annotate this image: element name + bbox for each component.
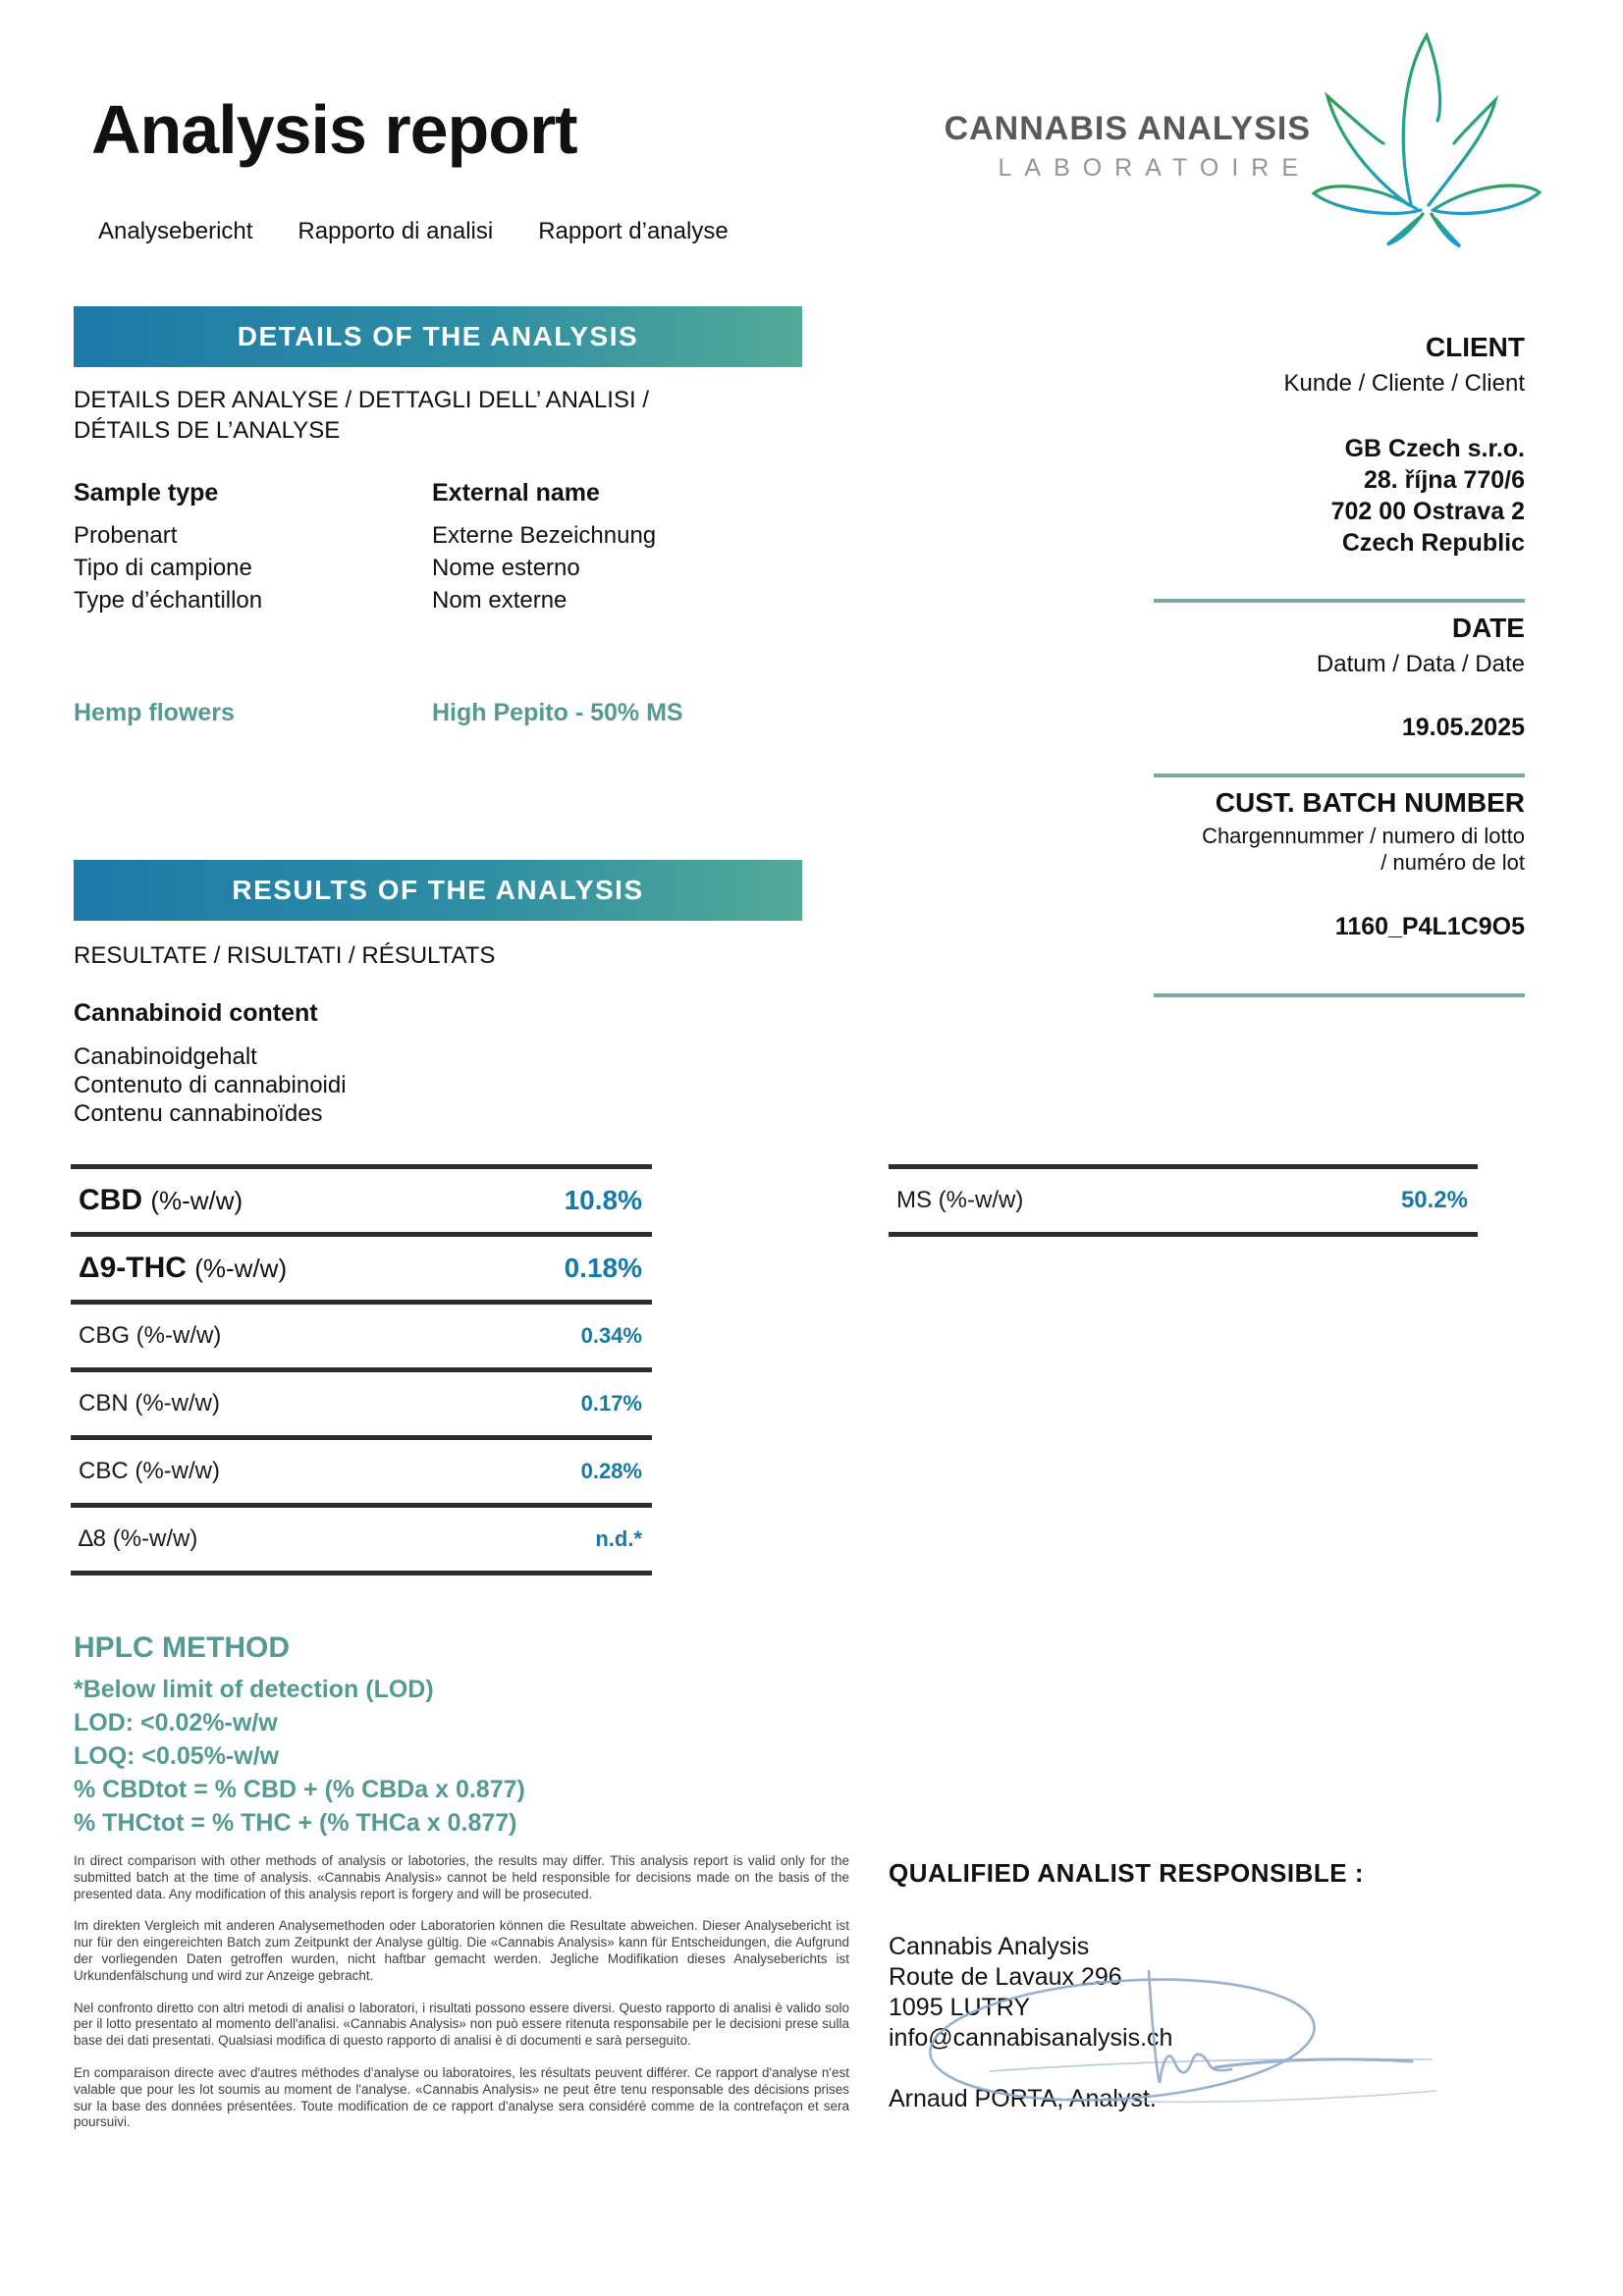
date-block — [1317, 613, 1525, 743]
row-label: CBG (%-w/w) — [79, 1322, 222, 1349]
client-block — [1284, 332, 1525, 559]
analyte-unit: (%-w/w) — [194, 1254, 288, 1283]
title-translations — [98, 218, 729, 245]
external-name-label: External name — [432, 479, 600, 507]
table-row-ms — [889, 1164, 1478, 1237]
lab-city: 1095 LUTRY — [889, 1994, 1031, 2021]
cannabinoid-translation-de: Canabinoidgehalt — [74, 1043, 257, 1070]
sample-type-translations — [74, 519, 427, 616]
row-value: 50.2% — [1400, 1187, 1468, 1213]
lab-name: Cannabis Analysis — [889, 1933, 1090, 1960]
method-line-thctot: % THCtot = % THC + (% THCa x 0.877) — [74, 1809, 517, 1837]
external-name-translation-it: Nome esterno — [432, 555, 580, 581]
sample-type-label: Sample type — [74, 479, 219, 507]
external-name-block — [432, 479, 825, 616]
title-translation-fr: Rapport d’analyse — [538, 218, 729, 244]
row-value: 0.34% — [580, 1323, 642, 1348]
method-line-cbdtot: % CBDtot = % CBD + (% CBDa x 0.877) — [74, 1776, 525, 1803]
details-translation-line1: DETAILS DER ANALYSE / DETTAGLI DELL’ ANALISI / — [74, 387, 649, 413]
analyte-name: Δ9-THC — [79, 1252, 187, 1284]
table-row-cbn — [71, 1367, 652, 1435]
table-row-cbg — [71, 1300, 652, 1367]
batch-heading-translations — [1202, 823, 1525, 876]
disclaimer-it: Nel confronto diretto con altri metodi di analisi o laboratori, i risultati possono essere diversi. Questo rapporto di analisi è valido solo per il lotto presentato al momento dell'analisi. «Cannabis Analysis» non può essere ritenuta responsabile per le decisioni prese sulla base dei dati presentati. Qualsiasi modifica di questo rapporto di analisi è di documenti e sarà perseguito. — [74, 2000, 849, 2049]
ms-results-table — [889, 1164, 1478, 1237]
method-line-lod-note: *Below limit of detection (LOD) — [74, 1676, 434, 1703]
table-row-d8 — [71, 1503, 652, 1575]
date-heading-translations: Datum / Data / Date — [1316, 651, 1525, 677]
row-label: ∆8 (%-w/w) — [79, 1525, 198, 1552]
method-line-lod: LOD: <0.02%-w/w — [74, 1709, 278, 1736]
divider-rule — [1154, 774, 1525, 777]
external-name-translation-de: Externe Bezeichnung — [432, 522, 657, 549]
details-translation-line2: DÉTAILS DE L’ANALYSE — [74, 417, 341, 444]
cannabinoid-content-heading: Cannabinoid content — [74, 999, 318, 1027]
batch-heading: CUST. BATCH NUMBER — [1215, 787, 1525, 818]
sample-type-value: Hemp flowers — [74, 699, 235, 726]
row-value: 10.8% — [564, 1185, 642, 1215]
cannabinoid-results-table — [71, 1164, 652, 1575]
row-label — [79, 1252, 287, 1285]
external-name-value: High Pepito - 50% MS — [432, 699, 683, 726]
analyst-signature-name: Arnaud PORTA, Analyst. — [889, 2085, 1157, 2112]
external-name-translations — [432, 519, 825, 616]
external-name-translation-fr: Nom externe — [432, 587, 568, 614]
row-label: MS (%-w/w) — [896, 1187, 1024, 1213]
row-label: CBN (%-w/w) — [79, 1390, 220, 1416]
date-heading: DATE — [1451, 613, 1525, 643]
title-translation-de: Analysebericht — [98, 218, 253, 244]
disclaimer-en: In direct comparison with other methods of analysis or labotories, the results may differ. This analysis report is valid only for the submitted batch at the time of analysis. «Cannabis Analysis» cannot be held responsible for decisions made on the basis of the presented data. Any modification of this analysis report is forgery and will be prosecuted. — [74, 1853, 849, 1901]
row-value: 0.17% — [580, 1391, 642, 1415]
sample-type-block — [74, 479, 427, 616]
client-heading: CLIENT — [1425, 332, 1525, 362]
lab-logo-name: CANNABIS ANALYSIS — [944, 110, 1311, 147]
page-title: Analysis report — [91, 91, 577, 168]
disclaimer-fr: En comparaison directe avec d'autres méthodes d'analyse ou laboratoires, les résultats peuvent différer. Ce rapport d'analyse n'est valable que pour les lot soumis au moment de l'analyse. «Cannabis Analysis» ne peut être tenu responsable des décisions prises sur la base des données présentées. Toute modification de ce rapport d'analyse sera considéré comme de la contrefaçon et sera poursuivi. — [74, 2064, 849, 2130]
row-label — [79, 1184, 243, 1217]
cannabinoid-content-translations — [74, 1042, 347, 1128]
results-banner: RESULTS OF THE ANALYSIS — [74, 860, 802, 921]
table-row-cbc — [71, 1435, 652, 1503]
row-label: CBC (%-w/w) — [79, 1458, 220, 1484]
hplc-method-block — [74, 1631, 525, 1840]
lab-logo-subname: LABORATOIRE — [998, 154, 1311, 182]
batch-value: 1160_P4L1C9O5 — [1334, 913, 1525, 940]
batch-block — [1202, 787, 1525, 942]
lab-logo-text — [945, 110, 1311, 183]
client-city: 702 00 Ostrava 2 — [1330, 498, 1525, 525]
date-value: 19.05.2025 — [1401, 714, 1525, 741]
client-name: GB Czech s.r.o. — [1344, 435, 1525, 462]
batch-translation-line2: / numéro de lot — [1380, 850, 1525, 875]
results-banner-translations: RESULTATE / RISULTATI / RÉSULTATS — [74, 942, 496, 969]
batch-translation-line1: Chargennummer / numero di lotto — [1202, 824, 1525, 848]
row-value: 0.18% — [564, 1253, 642, 1283]
cannabinoid-translation-it: Contenuto di cannabinoidi — [74, 1072, 347, 1098]
analyst-heading: QUALIFIED ANALIST RESPONSIBLE : — [889, 1858, 1364, 1888]
hplc-method-title: HPLC METHOD — [74, 1631, 290, 1664]
client-country: Czech Republic — [1341, 529, 1525, 557]
row-value: 0.28% — [580, 1459, 642, 1483]
sample-type-translation-de: Probenart — [74, 522, 178, 549]
divider-rule — [1154, 993, 1525, 997]
row-value: n.d.* — [595, 1526, 642, 1551]
sample-type-translation-fr: Type d’échantillon — [74, 587, 263, 614]
disclaimer-block — [74, 1853, 849, 2147]
sample-type-translation-it: Tipo di campione — [74, 555, 252, 581]
table-row-d9thc — [71, 1232, 652, 1300]
handwritten-signature — [921, 1961, 1456, 2133]
table-row-cbd — [71, 1164, 652, 1232]
lab-street: Route de Lavaux 296 — [889, 1963, 1122, 1991]
details-banner-translations — [74, 385, 649, 446]
details-banner: DETAILS OF THE ANALYSIS — [74, 306, 802, 367]
analyte-unit: (%-w/w) — [150, 1186, 243, 1215]
analyte-name: CBD — [79, 1184, 142, 1216]
cannabis-leaf-icon — [1301, 26, 1551, 253]
divider-rule — [1154, 599, 1525, 603]
client-heading-translations: Kunde / Cliente / Client — [1283, 370, 1525, 397]
lab-email: info@cannabisanalysis.ch — [889, 2024, 1173, 2052]
title-translation-it: Rapporto di analisi — [298, 218, 494, 244]
cannabinoid-translation-fr: Contenu cannabinoïdes — [74, 1100, 323, 1127]
method-line-loq: LOQ: <0.05%-w/w — [74, 1742, 280, 1770]
disclaimer-de: Im direkten Vergleich mit anderen Analysemethoden oder Laboratorien können die Resultate abweichen. Dieser Analysebericht ist nur für den eingereichten Batch zum Zeitpunkt der Analyse gültig. Die «Cannabis Analysis» kann für Entscheidungen, die Aufgrund der vorliegenden Daten getroffen wurden, nicht haftbar gemacht werden. Jegliche Modifikation dieses Analyseberichts ist Urkundenfälschung und wird zur Anzeige gebracht. — [74, 1918, 849, 1983]
client-street: 28. října 770/6 — [1363, 466, 1525, 494]
